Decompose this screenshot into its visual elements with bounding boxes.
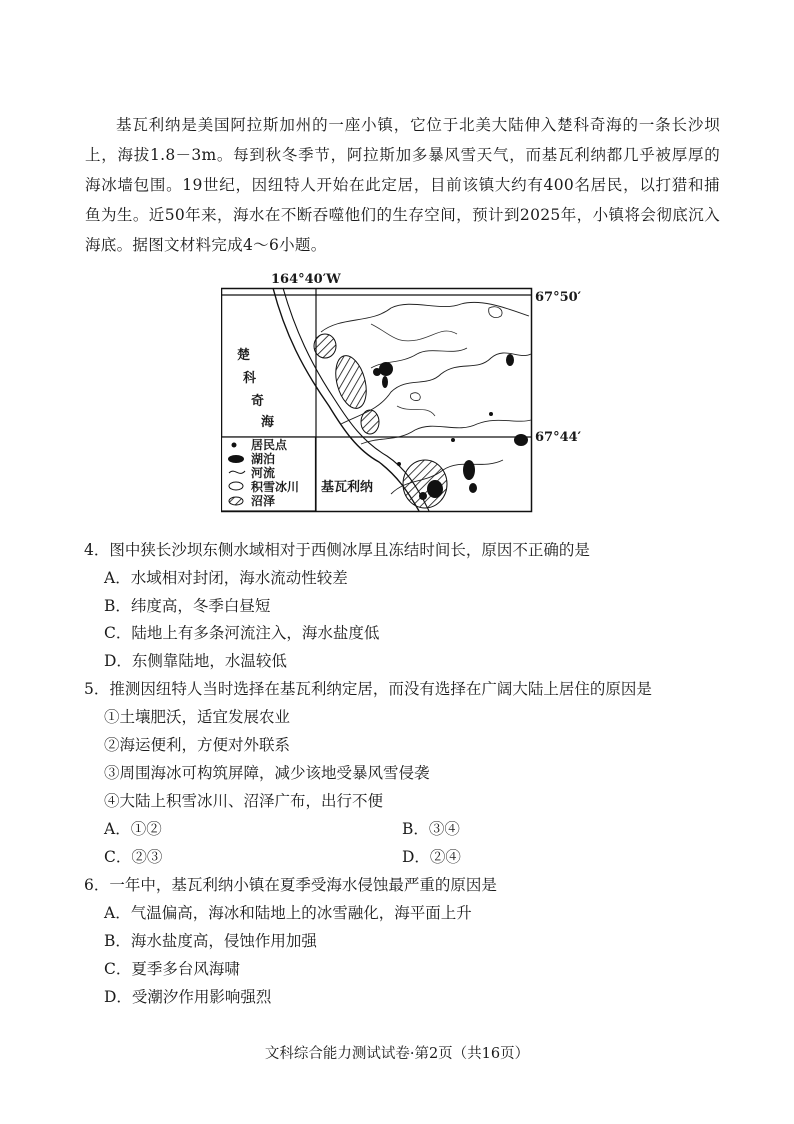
legend-lake: 湖泊: [251, 452, 276, 466]
question-6-option-c: C．夏季多台风海啸: [104, 960, 240, 978]
question-4-option-b: B．纬度高，冬季白昼短: [104, 597, 271, 615]
legend-settlement: 居民点: [251, 438, 288, 452]
sea-name-char: 奇: [251, 394, 265, 409]
lake: [506, 354, 514, 366]
sea-name-char: 科: [243, 371, 257, 386]
latitude-label-bottom: 67°44′: [535, 430, 582, 445]
marsh-area: [314, 334, 336, 358]
legend-glacier: 积雪冰川: [251, 480, 300, 494]
question-4-option-c: C．陆地上有多条河流注入，海水盐度低: [104, 624, 380, 642]
question-4-option-a: A．水域相对封闭，海水流动性较差: [104, 569, 348, 587]
question-5-stem: 5．推测因纽特人当时选择在基瓦利纳定居，而没有选择在广阔大陆上居住的原因是: [84, 680, 652, 698]
map-figure: [221, 264, 581, 516]
question-6-option-a: A．气温偏高，海冰和陆地上的冰雪融化，海平面上升: [104, 904, 472, 922]
question-5-statement-2: ②海运便利，方便对外联系: [104, 736, 291, 754]
lake: [419, 492, 427, 500]
lake: [469, 483, 477, 493]
lake-legend-symbol: [228, 455, 244, 463]
question-5-option-c: C．②③: [104, 848, 163, 866]
question-5-option-d: D．②④: [402, 848, 461, 866]
legend-river: 河流: [251, 466, 276, 480]
lake: [382, 376, 388, 388]
question-4-stem: 4．图中狭长沙坝东侧水域相对于西侧冰厚且冻结时间长，原因不正确的是: [84, 541, 590, 559]
latitude-label-top: 67°50′: [535, 290, 582, 305]
longitude-label: 164°40′W: [271, 272, 341, 287]
page-footer: 文科综合能力测试试卷·第2页（共16页）: [264, 1046, 530, 1062]
question-6-stem: 6．一年中，基瓦利纳小镇在夏季受海水侵蚀最严重的原因是: [84, 876, 497, 894]
question-4-option-d: D．东侧靠陆地，水温较低: [104, 652, 287, 670]
lake: [463, 460, 475, 480]
marsh-legend-symbol: [229, 497, 243, 505]
marsh-area: [361, 410, 379, 434]
question-5-option-b: B．③④: [402, 820, 460, 838]
question-5-statement-1: ①土壤肥沃，适宜发展农业: [104, 708, 291, 726]
sea-name-char: 楚: [237, 348, 251, 363]
intro-text: 基瓦利纳是美国阿拉斯加州的一座小镇，它位于北美大陆伸入楚科奇海的一条长沙坝上，海拔1.8－3m。每到秋冬季节，阿拉斯加多暴风雪天气，而基瓦利纳都几乎被厚厚的海冰墙包围。19世纪，因纽特人开始在此定居，目前该镇大约有400名居民，以打猎和捕鱼为生。近50年来，海水在不断吞噬他们的生存空间，预计到2025年，小镇将会彻底沉入海底。据图文材料完成4～6小题。: [85, 116, 720, 254]
intro-passage: [85, 110, 720, 260]
question-6-option-b: B．海水盐度高，侵蚀作用加强: [104, 932, 317, 950]
question-6-option-d: D．受潮汐作用影响强烈: [104, 988, 272, 1006]
lake: [379, 362, 393, 376]
lake: [373, 368, 381, 376]
settlement-legend-symbol: [232, 443, 237, 448]
legend-marsh: 沼泽: [251, 494, 276, 508]
question-5-option-a: A．①②: [104, 820, 162, 838]
town-label: 基瓦利纳: [321, 480, 374, 495]
question-5-statement-4: ④大陆上积雪冰川、沼泽广布，出行不便: [104, 792, 384, 810]
question-5-statement-3: ③周围海冰可构筑屏障，减少该地受暴风雪侵袭: [104, 764, 430, 782]
sea-name-char: 海: [261, 415, 275, 430]
lake: [514, 434, 528, 446]
lake: [427, 480, 443, 498]
